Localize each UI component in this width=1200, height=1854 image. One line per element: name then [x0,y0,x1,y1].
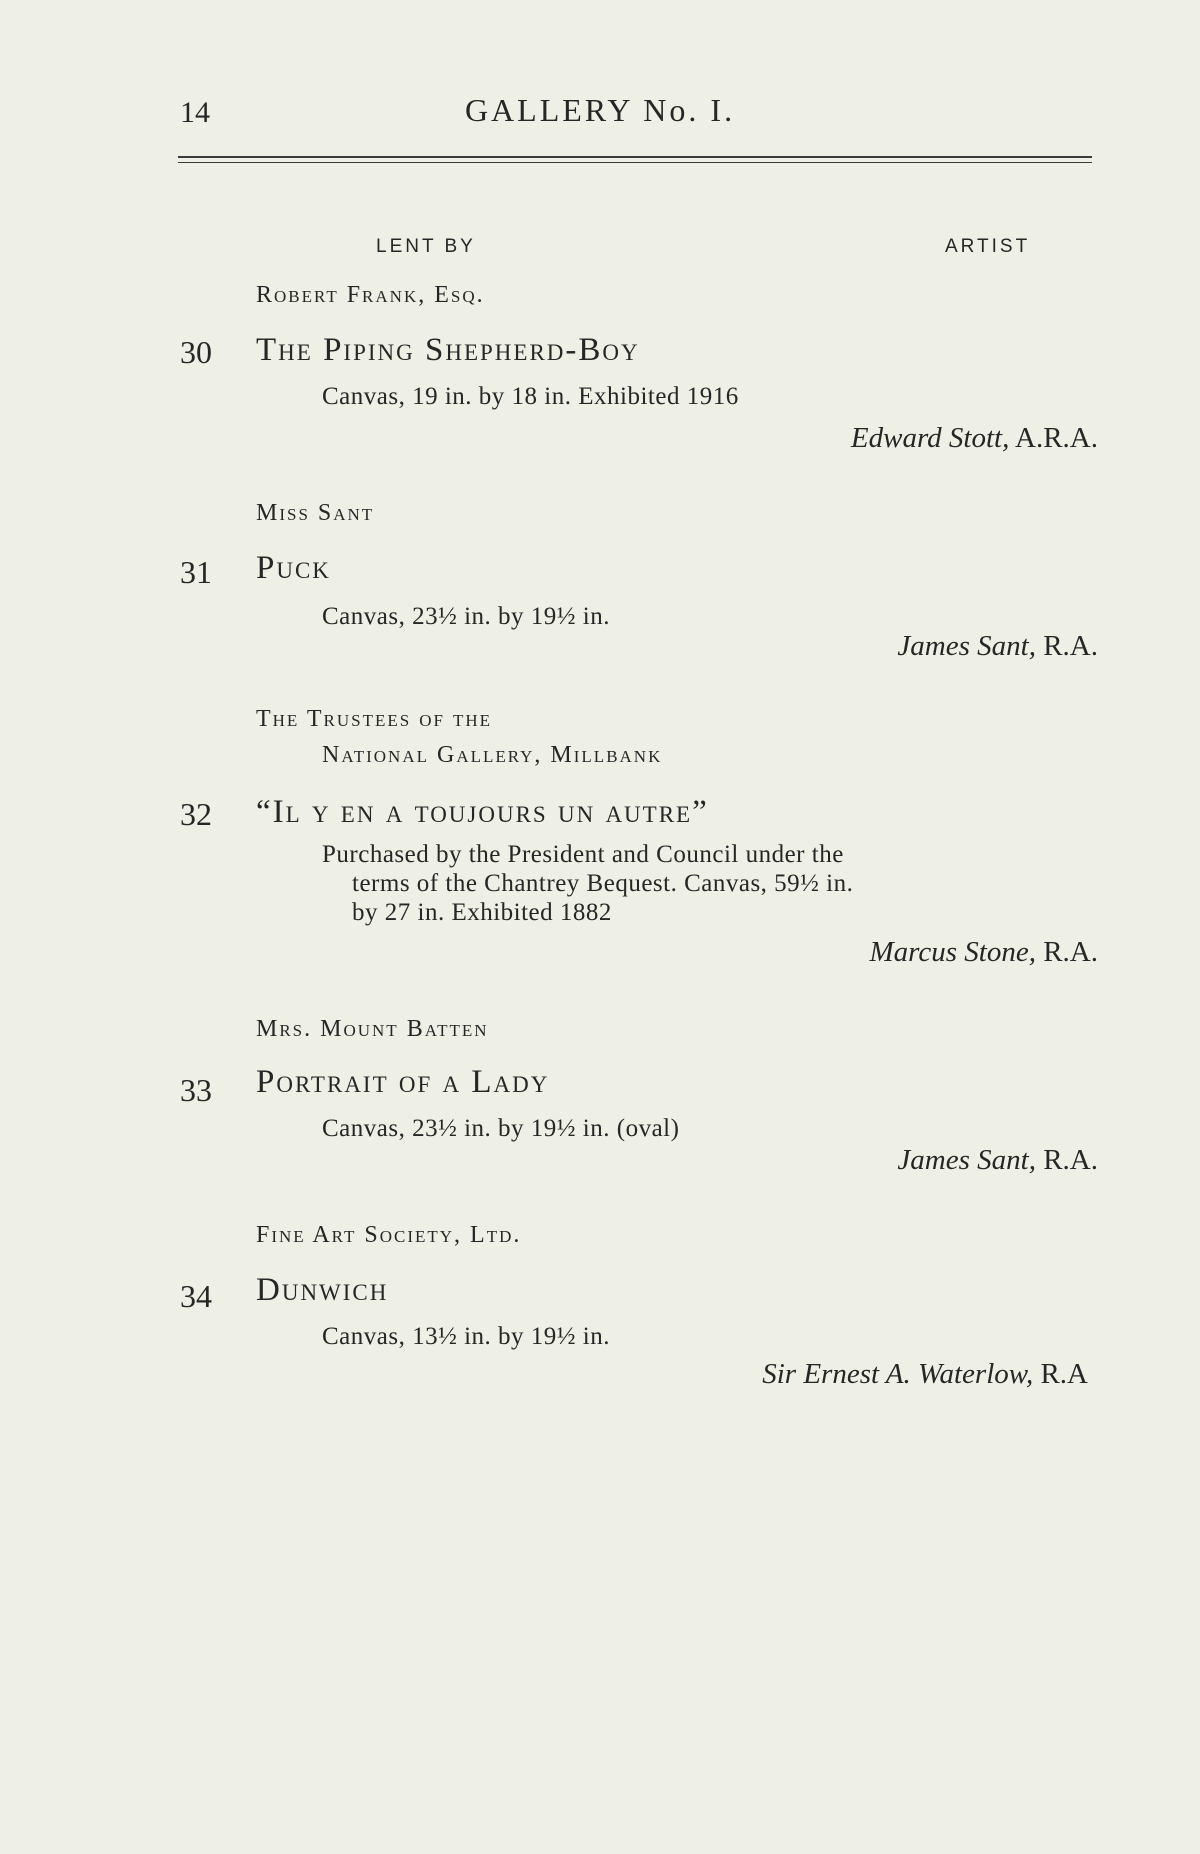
painting-title: The Piping Shepherd-Boy [256,332,640,368]
painting-description [322,840,962,927]
painting-title: Dunwich [256,1272,389,1308]
artist-credit [762,1358,1088,1391]
painting-title: Puck [256,550,331,586]
entry-number: 30 [180,334,212,370]
entry-number: 34 [180,1278,212,1314]
artist-credit [897,1144,1098,1177]
lender-name: The Trustees of the [256,706,493,732]
lender-name: Miss Sant [256,500,375,526]
column-heading-artist: ARTIST [945,236,1031,257]
painting-title: “Il y en a toujours un autre” [256,794,709,830]
artist-name: James Sant, [897,1144,1036,1176]
artist-name: James Sant, [897,630,1036,662]
entry-number: 33 [180,1072,212,1108]
artist-credit [870,936,1099,969]
description-line: Canvas, 23½ in. by 19½ in. [322,603,610,630]
artist-name: Marcus Stone, [869,936,1036,968]
lender-name: Fine Art Society, Ltd. [256,1222,522,1248]
lender-name-continued: National Gallery, Millbank [322,742,663,768]
artist-name: Edward Stott, [850,422,1010,454]
painting-description [322,1114,962,1143]
artist-title: R.A [1033,1358,1088,1390]
description-line: Purchased by the President and Council under the [322,841,844,868]
description-line: terms of the Chantrey Bequest. Canvas, 59½ in. [352,870,854,897]
header-rule [178,156,1092,158]
description-line: Canvas, 19 in. by 18 in. Exhibited 1916 [322,383,739,410]
artist-title: R.A. [1035,630,1098,662]
lender-name: Robert Frank, Esq. [256,282,485,308]
artist-credit [851,422,1098,455]
painting-description [322,1322,962,1351]
lender-name: Mrs. Mount Batten [256,1016,489,1042]
artist-title: A.R.A. [1009,422,1098,454]
painting-description [322,602,962,631]
running-head: GALLERY No. I. [464,92,736,128]
column-heading-lent-by: LENT BY [376,236,476,257]
page-header [0,92,1200,142]
artist-title: R.A. [1035,1144,1098,1176]
header-rule-thin [178,162,1092,163]
painting-title: Portrait of a Lady [256,1064,550,1100]
entry-number: 32 [180,796,212,832]
description-line: by 27 in. Exhibited 1882 [352,899,612,926]
page-number: 14 [180,96,210,129]
artist-credit [897,630,1098,663]
entry-number: 31 [180,554,212,590]
artist-title: R.A. [1035,936,1098,968]
artist-name: Sir Ernest A. Waterlow, [762,1358,1034,1390]
description-line: Canvas, 13½ in. by 19½ in. [322,1323,610,1350]
description-line: Canvas, 23½ in. by 19½ in. (oval) [322,1115,680,1142]
painting-description [322,382,962,411]
